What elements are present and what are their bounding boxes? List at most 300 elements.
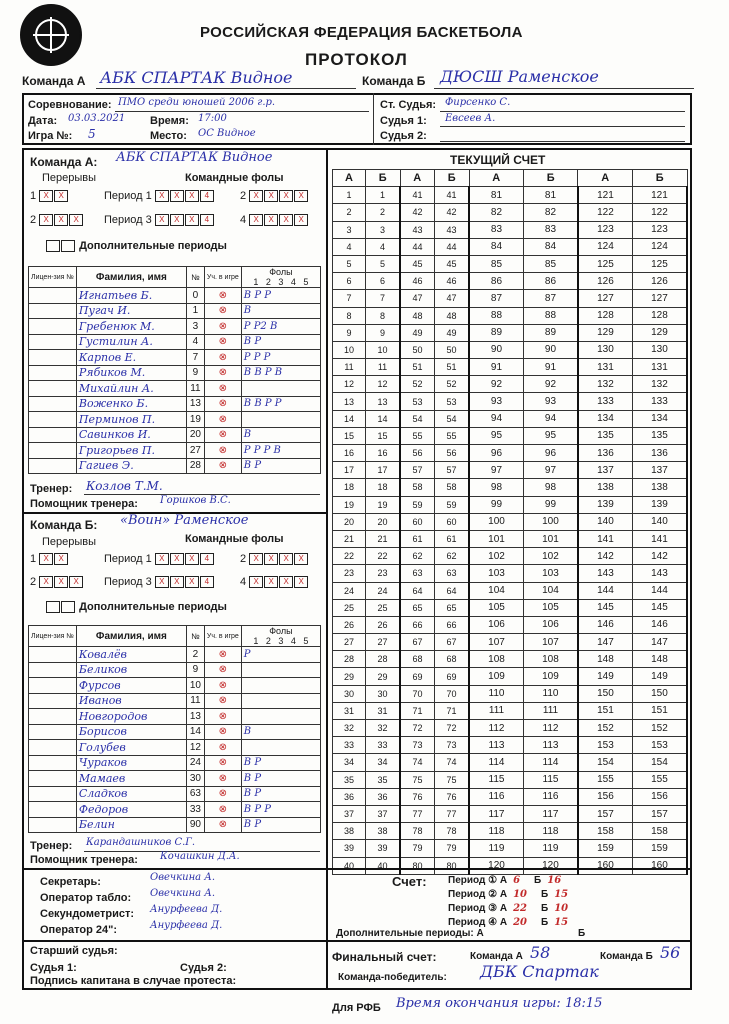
score-cell: 29 — [333, 668, 366, 685]
score-cell: 115 — [469, 771, 523, 788]
in-game-mark: ⊗ — [204, 771, 241, 787]
score-cell: 150 — [578, 685, 632, 702]
team-b-fouls-p3: Период 3 X X X 4 — [104, 576, 215, 588]
score-cell: 36 — [366, 788, 401, 805]
player-row — [29, 771, 321, 787]
score-row — [333, 754, 688, 771]
score-cell: 122 — [632, 204, 687, 221]
score-cell: 147 — [632, 634, 687, 651]
team-b-section-label: Команда Б: — [30, 518, 98, 532]
score-cell: 138 — [578, 479, 632, 496]
score-cell: 103 — [523, 565, 577, 582]
score-cell: 74 — [435, 754, 470, 771]
player-name: Сладков — [76, 786, 186, 802]
score-cell: 73 — [435, 737, 470, 754]
player-name: Рябиков М. — [76, 365, 186, 381]
score-cell: 101 — [469, 530, 523, 547]
score-cell: 89 — [523, 324, 577, 341]
score-row — [333, 720, 688, 737]
score-cell: 83 — [523, 221, 577, 238]
player-fouls: В Р Р — [241, 288, 320, 304]
team-b-player-table: Лицен-зия № Фамилия, имя № Уч. в игре Фолы 1 2 3 4 5 Ковалёв 2 ⊗ Р Беликов 9 ⊗ Фурсов 10 ⊗ Иванов 11 ⊗ Новгородов 13 ⊗ Борисов 14 ⊗ В Голубев 12 ⊗ Чураков 24 ⊗ В Р Мамаев 30 ⊗ В Р Сладков 63 ⊗ В Р Федоров 33 ⊗ В Р Р Белин 90 ⊗ В Р — [28, 625, 321, 833]
player-row — [29, 458, 321, 474]
score-cell: 128 — [578, 307, 632, 324]
score-cell: 80 — [435, 857, 470, 874]
score-cell: 23 — [333, 565, 366, 582]
score-cell: 7 — [366, 290, 401, 307]
score-cell: 139 — [632, 496, 687, 513]
score-cell: 120 — [469, 857, 523, 874]
score-col-header: А — [469, 170, 523, 187]
federation-logo — [20, 4, 82, 66]
team-a-fouls-p2: 2 X X X X — [240, 190, 309, 202]
score-cell: 19 — [366, 496, 401, 513]
in-game-mark: ⊗ — [204, 319, 241, 335]
score-cell: 61 — [400, 530, 435, 547]
player-row — [29, 755, 321, 771]
score-cell: 38 — [366, 823, 401, 840]
score-cell: 6 — [366, 273, 401, 290]
score-cell: 157 — [632, 805, 687, 822]
player-row — [29, 662, 321, 678]
score-cell: 74 — [400, 754, 435, 771]
score-cell: 106 — [469, 616, 523, 633]
player-number: 27 — [186, 443, 204, 459]
score-cell: 133 — [632, 393, 687, 410]
player-number: 90 — [186, 817, 204, 833]
player-row — [29, 693, 321, 709]
score-row — [333, 685, 688, 702]
score-col-header: Б — [435, 170, 470, 187]
player-row — [29, 412, 321, 428]
score-cell: 55 — [400, 427, 435, 444]
score-cell: 64 — [400, 582, 435, 599]
team-b-timeouts-row2: 2 X X X — [30, 576, 84, 588]
score-cell: 3 — [333, 221, 366, 238]
score-cell: 69 — [435, 668, 470, 685]
score-cell: 88 — [523, 307, 577, 324]
score-row — [333, 359, 688, 376]
score-cell: 39 — [366, 840, 401, 857]
score-cell: 139 — [578, 496, 632, 513]
player-row — [29, 786, 321, 802]
period-score-part: Период ① А — [448, 875, 508, 886]
player-fouls: В В Р В — [241, 365, 320, 381]
score-cell: 5 — [333, 255, 366, 272]
score-cell: 138 — [632, 479, 687, 496]
player-fouls: В Р — [241, 817, 320, 833]
player-name: Гребенюк М. — [76, 319, 186, 335]
player-fouls — [241, 381, 320, 397]
player-row — [29, 740, 321, 756]
score-cell: 86 — [469, 273, 523, 290]
period-score-line — [448, 888, 568, 902]
player-fouls: В — [241, 427, 320, 443]
score-cell: 154 — [578, 754, 632, 771]
score-cell: 104 — [469, 582, 523, 599]
score-row — [333, 788, 688, 805]
score-cell: 10 — [366, 341, 401, 358]
score-cell: 58 — [400, 479, 435, 496]
score-cell: 79 — [435, 840, 470, 857]
score-cell: 117 — [523, 805, 577, 822]
score-cell: 21 — [333, 530, 366, 547]
score-row — [333, 273, 688, 290]
player-number: 14 — [186, 724, 204, 740]
score-cell: 34 — [333, 754, 366, 771]
team-a-section-name: АБК СПАРТАК Видное — [116, 150, 273, 165]
period-score-part: Б — [541, 889, 549, 900]
player-number: 7 — [186, 350, 204, 366]
score-cell: 10 — [333, 341, 366, 358]
score-cell: 110 — [523, 685, 577, 702]
player-number: 12 — [186, 740, 204, 756]
score-cell: 105 — [469, 599, 523, 616]
score-cell: 83 — [469, 221, 523, 238]
score-cell: 109 — [523, 668, 577, 685]
timer-value: Анурфеева Д. — [150, 904, 223, 915]
score-cell: 140 — [578, 513, 632, 530]
player-number: 2 — [186, 647, 204, 663]
score-cell: 1 — [333, 187, 366, 204]
score-cell: 98 — [523, 479, 577, 496]
score-cell: 37 — [333, 805, 366, 822]
score-cell: 99 — [469, 496, 523, 513]
period-score-part: 6 — [513, 875, 521, 886]
score-col-header: А — [578, 170, 632, 187]
score-cell: 68 — [400, 651, 435, 668]
score-cell: 27 — [333, 634, 366, 651]
in-game-mark: ⊗ — [204, 724, 241, 740]
team-a-label: Команда А — [22, 74, 86, 88]
score-cell: 158 — [578, 823, 632, 840]
score-cell: 85 — [469, 255, 523, 272]
score-cell: 14 — [366, 410, 401, 427]
score-cell: 89 — [469, 324, 523, 341]
score-cell: 14 — [333, 410, 366, 427]
score-cell: 119 — [523, 840, 577, 857]
player-number: 11 — [186, 381, 204, 397]
score-cell: 22 — [333, 548, 366, 565]
score-cell: 146 — [578, 616, 632, 633]
team-a-player-table: Лицен-зия № Фамилия, имя № Уч. в игре Фолы 1 2 3 4 5 Игнатьев Б. 0 ⊗ В Р Р Пугач И. 1 ⊗ В Гребенюк М. 3 ⊗ Р Р2 В Густилин А. 4 ⊗ В Р Карпов Е. 7 ⊗ Р Р Р Рябиков М. 9 ⊗ В В Р В Михайлин А. 11 ⊗ Воженко Б. 13 ⊗ В В Р Р Перминов П. 19 ⊗ Савинков И. 20 ⊗ В Григорьев П. 27 ⊗ Р Р Р В Гагиев Э. 28 ⊗ В Р — [28, 266, 321, 474]
score-cell: 70 — [400, 685, 435, 702]
score-cell: 65 — [435, 599, 470, 616]
score-cell: 54 — [400, 410, 435, 427]
score-cell: 4 — [366, 238, 401, 255]
score-cell: 58 — [435, 479, 470, 496]
score-cell: 77 — [435, 805, 470, 822]
player-row — [29, 802, 321, 818]
in-game-mark: ⊗ — [204, 693, 241, 709]
team-b-coach: Карандашников С.Г. — [86, 837, 196, 848]
score-cell: 60 — [400, 513, 435, 530]
player-fouls: Р Р Р В — [241, 443, 320, 459]
player-row — [29, 365, 321, 381]
score-cell: 16 — [333, 445, 366, 462]
score-cell: 113 — [469, 737, 523, 754]
in-game-mark: ⊗ — [204, 678, 241, 694]
score-cell: 27 — [366, 634, 401, 651]
score-cell: 39 — [333, 840, 366, 857]
team-a-ot: Дополнительные периоды — [46, 240, 227, 252]
score-cell: 52 — [435, 376, 470, 393]
score-cell: 97 — [469, 462, 523, 479]
score-cell: 2 — [366, 204, 401, 221]
team-b-timeouts-row1: 1 X X — [30, 553, 69, 565]
score-cell: 67 — [435, 634, 470, 651]
period-score-part: 15 — [554, 917, 569, 928]
score-row — [333, 238, 688, 255]
score-cell: 103 — [469, 565, 523, 582]
score-cell: 40 — [333, 857, 366, 874]
score-cell: 33 — [333, 737, 366, 754]
score-cell: 5 — [366, 255, 401, 272]
referee1-value: Евсеев А. — [445, 113, 496, 124]
score-cell: 50 — [435, 341, 470, 358]
score-cell: 118 — [469, 823, 523, 840]
score-cell: 100 — [523, 513, 577, 530]
score-cell: 44 — [400, 238, 435, 255]
score-cell: 61 — [435, 530, 470, 547]
score-cell: 24 — [366, 582, 401, 599]
score-row — [333, 616, 688, 633]
score-cell: 43 — [435, 221, 470, 238]
in-game-mark: ⊗ — [204, 786, 241, 802]
player-name: Густилин А. — [76, 334, 186, 350]
score-cell: 115 — [523, 771, 577, 788]
player-row — [29, 709, 321, 725]
score-cell: 26 — [366, 616, 401, 633]
game-number-value: 5 — [88, 127, 96, 141]
player-row — [29, 724, 321, 740]
score-cell: 57 — [435, 462, 470, 479]
score-cell: 51 — [435, 359, 470, 376]
score-cell: 125 — [578, 255, 632, 272]
player-number: 28 — [186, 458, 204, 474]
period-score-part: 22 — [513, 903, 527, 914]
player-fouls: Р — [241, 647, 320, 663]
score-row — [333, 221, 688, 238]
score-row — [333, 823, 688, 840]
score-cell: 123 — [632, 221, 687, 238]
score-cell: 107 — [523, 634, 577, 651]
score-cell: 157 — [578, 805, 632, 822]
score-cell: 47 — [400, 290, 435, 307]
score-cell: 128 — [632, 307, 687, 324]
score-cell: 9 — [333, 324, 366, 341]
score-cell: 114 — [469, 754, 523, 771]
score-cell: 79 — [400, 840, 435, 857]
score-cell: 95 — [523, 427, 577, 444]
score-cell: 21 — [366, 530, 401, 547]
score-cell: 46 — [435, 273, 470, 290]
score-cell: 142 — [578, 548, 632, 565]
in-game-mark: ⊗ — [204, 427, 241, 443]
score-cell: 122 — [578, 204, 632, 221]
score-cell: 65 — [400, 599, 435, 616]
score-cell: 134 — [578, 410, 632, 427]
score-row — [333, 427, 688, 444]
player-number: 20 — [186, 427, 204, 443]
score-cell: 153 — [632, 737, 687, 754]
score-cell: 15 — [333, 427, 366, 444]
score-cell: 52 — [400, 376, 435, 393]
score-cell: 145 — [632, 599, 687, 616]
player-fouls: Р Р Р — [241, 350, 320, 366]
score-cell: 71 — [435, 702, 470, 719]
score-cell: 53 — [400, 393, 435, 410]
team-a-assistant: Горшков В.С. — [160, 495, 231, 506]
player-name: Гагиев Э. — [76, 458, 186, 474]
player-name: Григорьев П. — [76, 443, 186, 459]
score-cell: 102 — [469, 548, 523, 565]
score-cell: 6 — [333, 273, 366, 290]
score-cell: 91 — [523, 359, 577, 376]
score-row — [333, 857, 688, 874]
score-cell: 108 — [469, 651, 523, 668]
score-cell: 8 — [366, 307, 401, 324]
score-cell: 87 — [469, 290, 523, 307]
score-cell: 156 — [632, 788, 687, 805]
score-cell: 136 — [578, 445, 632, 462]
score-cell: 159 — [632, 840, 687, 857]
final-score-a: 58 — [530, 943, 551, 962]
score-cell: 53 — [435, 393, 470, 410]
score-cell: 159 — [578, 840, 632, 857]
score-cell: 73 — [400, 737, 435, 754]
in-game-mark: ⊗ — [204, 740, 241, 756]
score-cell: 94 — [469, 410, 523, 427]
score-cell: 100 — [469, 513, 523, 530]
in-game-mark: ⊗ — [204, 334, 241, 350]
score-cell: 107 — [469, 634, 523, 651]
player-name: Чураков — [76, 755, 186, 771]
score-cell: 81 — [469, 187, 523, 204]
period-score-line — [448, 902, 568, 916]
score-cell: 77 — [400, 805, 435, 822]
score-cell: 147 — [578, 634, 632, 651]
score-cell: 130 — [632, 341, 687, 358]
score-cell: 151 — [578, 702, 632, 719]
score-cell: 30 — [366, 685, 401, 702]
score-cell: 121 — [632, 187, 687, 204]
score-row — [333, 771, 688, 788]
player-name: Иванов — [76, 693, 186, 709]
score-col-header: Б — [632, 170, 687, 187]
score-cell: 22 — [366, 548, 401, 565]
score-cell: 66 — [435, 616, 470, 633]
score-cell: 84 — [469, 238, 523, 255]
in-game-mark: ⊗ — [204, 365, 241, 381]
score-cell: 17 — [333, 462, 366, 479]
team-b-fouls-p4: 4 X X X X — [240, 576, 309, 588]
score-cell: 20 — [333, 513, 366, 530]
score-cell: 104 — [523, 582, 577, 599]
score-cell: 113 — [523, 737, 577, 754]
score-cell: 62 — [400, 548, 435, 565]
score-cell: 63 — [435, 565, 470, 582]
score-cell: 38 — [333, 823, 366, 840]
score-cell: 48 — [435, 307, 470, 324]
player-fouls — [241, 678, 320, 694]
player-number: 10 — [186, 678, 204, 694]
score-cell: 124 — [578, 238, 632, 255]
score-cell: 41 — [400, 187, 435, 204]
score-cell: 25 — [366, 599, 401, 616]
in-game-mark: ⊗ — [204, 412, 241, 428]
score-cell: 55 — [435, 427, 470, 444]
player-fouls — [241, 693, 320, 709]
team-b-ot: Дополнительные периоды — [46, 601, 227, 613]
time-value: 17:00 — [198, 113, 227, 124]
period-scores — [448, 874, 568, 930]
team-a-fouls-p4: 4 X X X X — [240, 214, 309, 226]
score-row — [333, 290, 688, 307]
score-cell: 70 — [435, 685, 470, 702]
score-col-header: Б — [523, 170, 577, 187]
score-row — [333, 565, 688, 582]
score-cell: 37 — [366, 805, 401, 822]
score-cell: 93 — [523, 393, 577, 410]
player-fouls — [241, 740, 320, 756]
score-cell: 87 — [523, 290, 577, 307]
board-operator-value: Овечкина А. — [150, 888, 216, 899]
score-cell: 112 — [469, 720, 523, 737]
player-row — [29, 678, 321, 694]
score-cell: 56 — [435, 445, 470, 462]
score-cell: 96 — [523, 445, 577, 462]
score-cell: 154 — [632, 754, 687, 771]
score-cell: 133 — [578, 393, 632, 410]
in-game-mark: ⊗ — [204, 396, 241, 412]
score-cell: 24 — [333, 582, 366, 599]
score-cell: 69 — [400, 668, 435, 685]
score-cell: 9 — [366, 324, 401, 341]
team-a-fouls-p3: Период 3 X X X 4 — [104, 214, 215, 226]
score-cell: 17 — [366, 462, 401, 479]
score-cell: 88 — [469, 307, 523, 324]
score-row — [333, 479, 688, 496]
in-game-mark: ⊗ — [204, 647, 241, 663]
player-number: 13 — [186, 396, 204, 412]
scorer-value: Овечкина А. — [150, 872, 216, 883]
score-cell: 35 — [366, 771, 401, 788]
score-cell: 129 — [632, 324, 687, 341]
period-score-part: 10 — [513, 889, 527, 900]
score-cell: 76 — [400, 788, 435, 805]
score-cell: 78 — [435, 823, 470, 840]
score-cell: 137 — [578, 462, 632, 479]
score-cell: 155 — [578, 771, 632, 788]
score-cell: 42 — [400, 204, 435, 221]
player-name: Карпов Е. — [76, 350, 186, 366]
score-row — [333, 187, 688, 204]
player-row — [29, 396, 321, 412]
score-cell: 29 — [366, 668, 401, 685]
score-cell: 111 — [523, 702, 577, 719]
in-game-mark: ⊗ — [204, 817, 241, 833]
player-number: 63 — [186, 786, 204, 802]
place-value: ОС Видное — [198, 128, 256, 139]
score-cell: 62 — [435, 548, 470, 565]
player-row — [29, 647, 321, 663]
player-fouls: В — [241, 303, 320, 319]
score-cell: 141 — [578, 530, 632, 547]
score-label: Счет: — [392, 874, 427, 889]
score-cell: 160 — [578, 857, 632, 874]
score-cell: 92 — [469, 376, 523, 393]
